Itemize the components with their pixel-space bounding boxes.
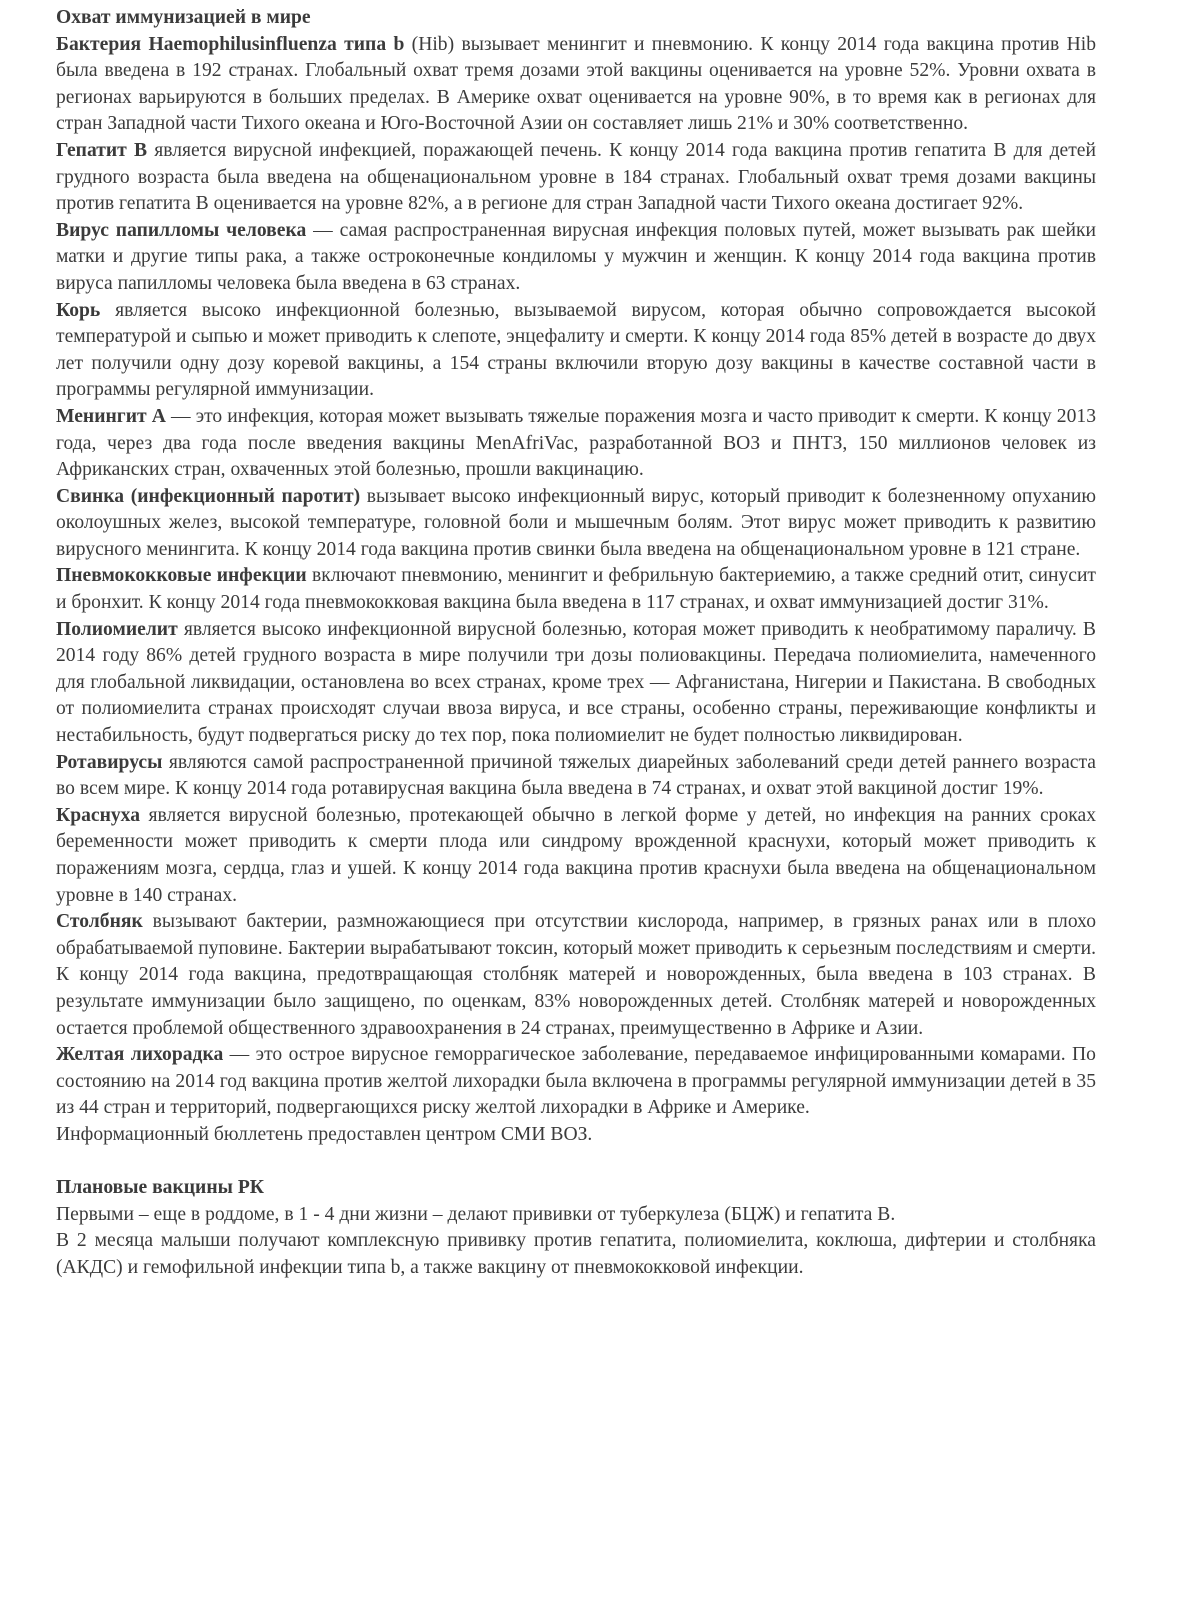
section-title-global-coverage: Охват иммунизацией в мире	[56, 7, 311, 28]
text-rotavirus: являются самой распространенной причиной тяжелых диарейных заболеваний среди детей раннего возраста во всем мире. К концу 2014 года ротавирусная вакцина была введена в 74 странах, и охват этой вакциной достиг 19%.	[56, 751, 1096, 800]
term-polio: Полиомиелит	[56, 618, 178, 640]
paragraph-hib	[56, 32, 1096, 138]
paragraph-hepatitis-b	[56, 138, 1096, 218]
term-tetanus: Столбняк	[56, 911, 143, 933]
text-yellow-fever: — это острое вирусное геморрагическое заболевание, передаваемое инфицированными комарами. По состоянию на 2014 год вакцина против желтой лихорадки была включена в программы регулярной иммунизации детей в 35 из 44 стран и территорий, подвергающихся риску желтой лихорадки в Африке и Америке.	[56, 1044, 1096, 1119]
paragraph-mumps	[56, 484, 1096, 564]
term-mumps: Свинка (инфекционный паротит)	[56, 485, 361, 507]
term-yellow-fever: Желтая лихорадка	[56, 1044, 224, 1066]
text-hpv: — самая распространенная вирусная инфекция половых путей, может вызывать рак шейки матки и другие типы рака, а также остроконечные кондиломы у мужчин и женщин. К концу 2014 года вакцина против вируса папилломы человека была введена в 63 странах.	[56, 219, 1096, 294]
paragraph-rotavirus	[56, 750, 1096, 803]
text-meningitis-a: — это инфекция, которая может вызывать тяжелые поражения мозга и часто приводит к смерти. К концу 2013 года, через два года после введения вакцины MenAfriVac, разработанной ВОЗ и ПНТЗ, 150 миллионов человек из Африканских стран, охваченных этой болезнью, прошли вакцинацию.	[56, 405, 1096, 481]
term-hpv: Вирус папилломы человека	[56, 219, 307, 241]
paragraph-meningitis-a	[56, 404, 1096, 484]
text-hepatitis-b: является вирусной инфекцией, поражающей печень. К концу 2014 года вакцина против гепатита B для детей грудного возраста была введена на общенациональном уровне в 184 странах. Глобальный охват тремя дозами вакцины против гепатита B оценивается на уровне 82%, а в регионе для стран Западной части Тихого океана достигает 92%.	[56, 139, 1096, 215]
text-hib: (Hib) вызывает менингит и пневмонию. К концу 2014 года вакцина против Hib была введена в 192 странах. Глобальный охват тремя дозами этой вакцины оценивается на уровне 52%. Уровни охвата в регионах варьируются в больших пределах. В Америке охват оценивается на уровне 90%, в то время как в регионах для стран Западной части Тихого океана и Юго-Восточной Азии он составляет лишь 21% и 30% соответственно.	[56, 33, 1096, 135]
term-rubella: Краснуха	[56, 804, 141, 826]
paragraph-hpv	[56, 218, 1096, 298]
text-pneumococcal: включают пневмонию, менингит и фебрильную бактериемию, а также средний отит, синусит и бронхит. К концу 2014 года пневмококковая вакцина была введена в 117 странах, и охват иммунизацией достиг 31%.	[56, 565, 1096, 614]
text-tetanus: вызывают бактерии, размножающиеся при отсутствии кислорода, например, в грязных ранах или в плохо обрабатываемой пуповине. Бактерии вырабатывают токсин, который может приводить к серьезным последствиям и смерти. К концу 2014 года вакцина, предотвращающая столбняк матерей и новорожденных, была введена в 103 странах. В результате иммунизации было защищено, по оценкам, 83% новорожденных детей. Столбняк матерей и новорожденных остается проблемой общественного здравоохранения в 24 странах, преимущественно в Африке и Азии.	[56, 911, 1096, 1039]
term-pneumococcal: Пневмококковые инфекции	[56, 565, 307, 587]
section-title-kz-vaccines: Плановые вакцины РК	[56, 1177, 265, 1199]
term-rotavirus: Ротавирусы	[56, 751, 163, 773]
text-rubella: является вирусной болезнью, протекающей обычно в легкой форме у детей, но инфекция на ранних сроках беременности может приводить к смерти плода или синдрому врожденной краснухи, который может приводить к поражениям мозга, сердца, глаз и ушей. К концу 2014 года вакцина против краснухи была введена на общенациональном уровне в 140 странах.	[56, 804, 1096, 906]
paragraph-pneumococcal	[56, 563, 1096, 616]
paragraph-two-months: В 2 месяца малыши получают комплексную прививку против гепатита, полиомиелита, коклюша, дифтерии и столбняка (АКДС) и гемофильной инфекции типа b, а также вакцину от пневмококковой инфекции.	[56, 1230, 1096, 1278]
term-hepatitis-b: Гепатит B	[56, 139, 148, 161]
paragraph-yellow-fever	[56, 1042, 1096, 1122]
paragraph-tetanus	[56, 909, 1096, 1042]
text-polio: является высоко инфекционной вирусной болезнью, которая может приводить к необратимому параличу. В 2014 году 86% детей грудного возраста в мире получили три дозы полиовакцины. Передача полиомиелита, намеченного для глобальной ликвидации, остановлена во всех странах, кроме трех — Афганистана, Нигерии и Пакистана. В свободных от полиомиелита странах происходят случаи ввоза вируса, и все страны, особенно страны, переживающие конфликты и нестабильность, будут подвергаться риску до тех пор, пока полиомиелит не будет полностью ликвидирован.	[56, 618, 1096, 747]
source-note: Информационный бюллетень предоставлен центром СМИ ВОЗ.	[56, 1123, 593, 1145]
paragraph-measles	[56, 298, 1096, 404]
text-measles: является высоко инфекционной болезнью, вызываемой вирусом, которая обычно сопровождается высокой температурой и сыпью и может приводить к слепоте, энцефалиту и смерти. К концу 2014 года 85% детей в возрасте до двух лет получили одну дозу коревой вакцины, а 154 страны включили вторую дозу вакцины в качестве составной части в программы регулярной иммунизации.	[56, 299, 1096, 401]
section-spacer	[56, 1149, 1096, 1176]
document-page	[56, 5, 1096, 1282]
term-meningitis-a: Менингит A	[56, 405, 166, 427]
paragraph-rubella	[56, 803, 1096, 909]
term-hib: Бактерия Haemophilusinfluenza типа b	[56, 33, 405, 55]
term-measles: Корь	[56, 299, 101, 321]
paragraph-first-vaccines: Первыми – еще в роддоме, в 1 - 4 дни жизни – делают прививки от туберкулеза (БЦЖ) и гепатита В.	[56, 1203, 896, 1225]
text-mumps: вызывает высоко инфекционный вирус, который приводит к болезненному опуханию околоушных желез, высокой температуре, головной боли и мышечным болям. Этот вирус может приводить к развитию вирусного менингита. К концу 2014 года вакцина против свинки была введена на общенациональном уровне в 121 стране.	[56, 485, 1097, 560]
paragraph-polio	[56, 617, 1096, 750]
